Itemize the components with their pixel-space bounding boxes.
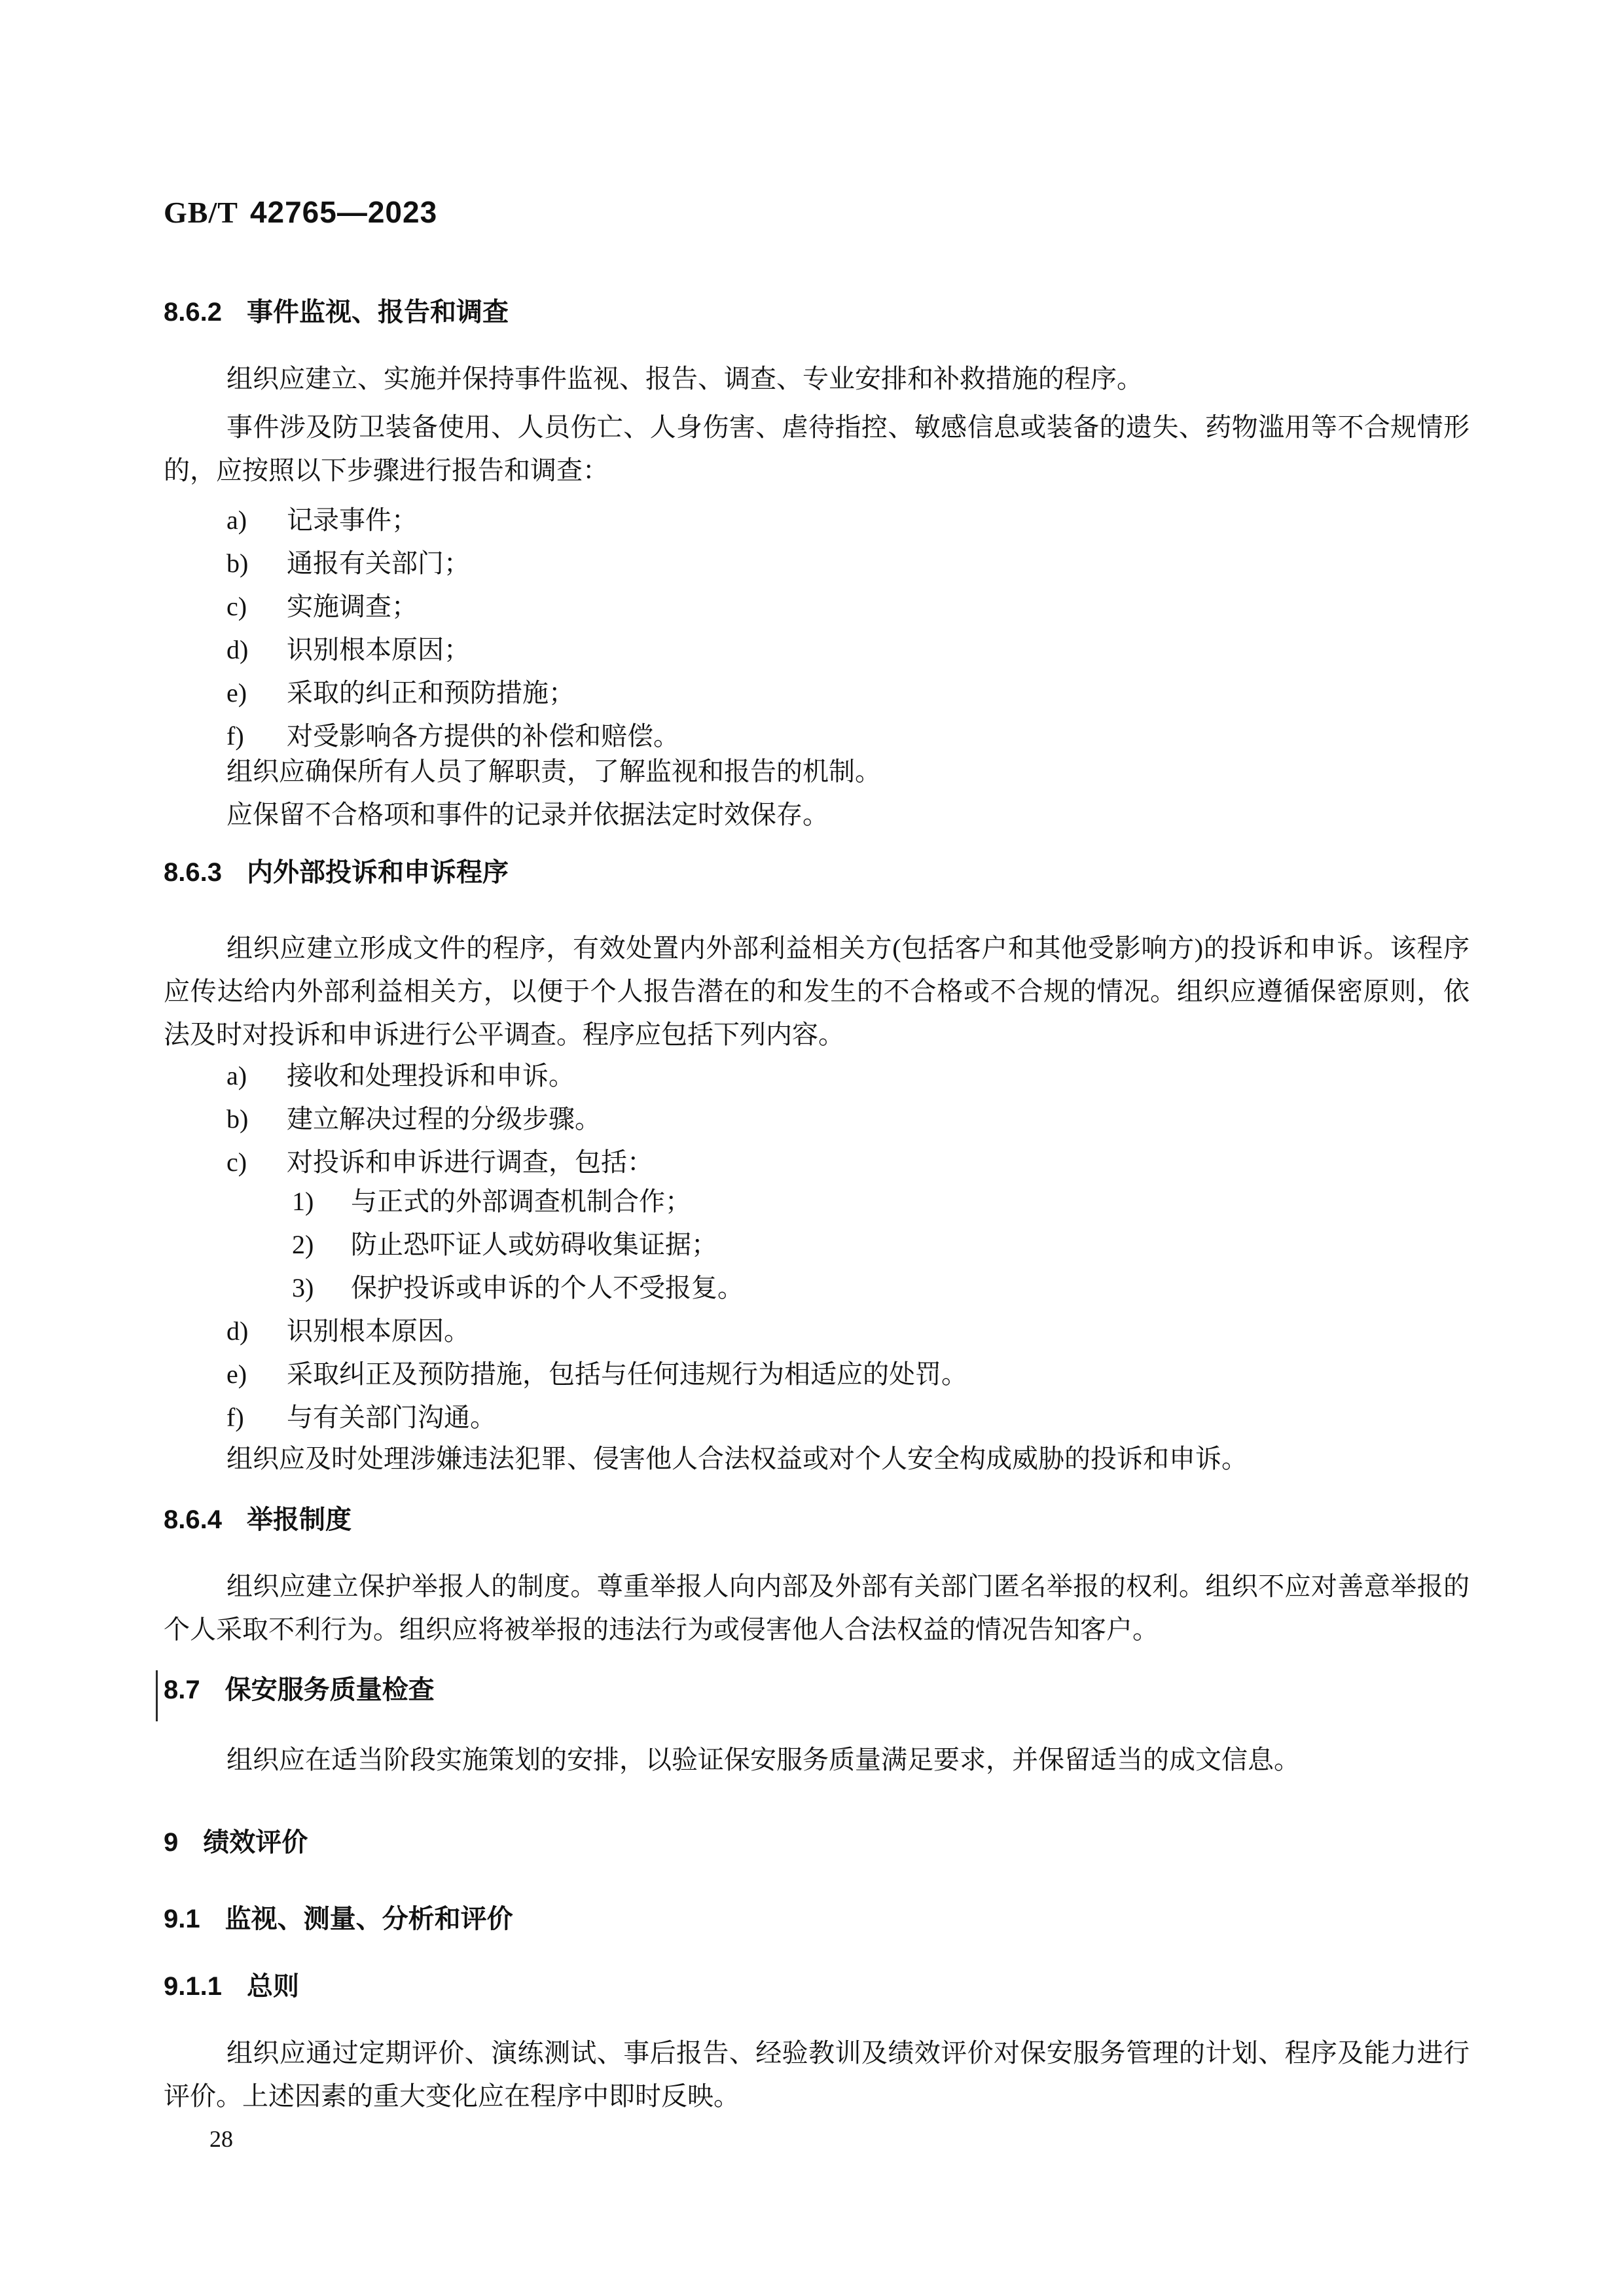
- paragraph: 组织应建立形成文件的程序，有效处置内外部利益相关方(包括客户和其他受影响方)的投诉和申诉。该程序应传达给内外部利益相关方，以便于个人报告潜在的和发生的不合格或不合规的情况。组织应遵循保密原则，依法及时对投诉和申诉进行公平调查。程序应包括下列内容。: [164, 933, 1470, 1049]
- standard-code-number: 42765—2023: [249, 195, 438, 229]
- list-item-label: a): [226, 1061, 247, 1090]
- heading-number: 9.1: [164, 1905, 200, 1933]
- list-subitem: [292, 1266, 1470, 1310]
- list-item-label: e): [226, 1359, 247, 1389]
- heading-title: 总则: [246, 1972, 299, 2001]
- list-item-text: 对投诉和申诉进行调查，包括：: [287, 1147, 653, 1177]
- heading-title: 内外部投诉和申诉程序: [246, 858, 509, 887]
- list-subitem: [292, 1180, 1470, 1223]
- section-heading-9-1: [164, 1903, 1470, 1935]
- heading-number: 8.7: [164, 1676, 200, 1704]
- heading-number: 9: [164, 1828, 179, 1857]
- section-heading-8-6-4: [164, 1504, 1470, 1535]
- nested-ordered-list: [164, 1180, 1470, 1310]
- list-item-text: 通报有关部门；: [287, 548, 470, 578]
- list-item: [226, 628, 1470, 672]
- list-item-text: 保护投诉或申诉的个人不受报复。: [351, 1273, 744, 1302]
- list-item-text: 建立解决过程的分级步骤。: [287, 1104, 601, 1134]
- heading-number: 8.6.3: [164, 858, 222, 887]
- list-item-label: c): [226, 592, 247, 621]
- list-item: [226, 1054, 1470, 1098]
- paragraph: 组织应确保所有人员了解职责，了解监视和报告的机制。: [226, 757, 881, 786]
- list-item-text: 防止恐吓证人或妨碍收集证据；: [351, 1230, 717, 1259]
- list-item-text: 实施调查；: [287, 592, 418, 621]
- heading-number: 8.6.4: [164, 1505, 222, 1534]
- ordered-list: [164, 499, 1470, 758]
- heading-title: 保安服务质量检查: [225, 1676, 435, 1704]
- list-item-label: d): [226, 635, 249, 664]
- list-item-text: 记录事件；: [287, 505, 418, 535]
- list-item: [226, 672, 1470, 715]
- ordered-list: [164, 1310, 1470, 1439]
- list-item: [226, 585, 1470, 628]
- heading-title: 绩效评价: [203, 1828, 308, 1857]
- page-content: [164, 0, 1470, 2155]
- standard-code-header: [164, 196, 1470, 228]
- section-heading-8-6-3: [164, 857, 1470, 888]
- list-item-text: 识别根本原因。: [287, 1316, 470, 1346]
- list-item-text: 与有关部门沟通。: [287, 1403, 496, 1432]
- list-item-label: a): [226, 505, 247, 535]
- list-item-label: b): [226, 1104, 249, 1134]
- paragraph: 组织应建立保护举报人的制度。尊重举报人向内部及外部有关部门匿名举报的权利。组织不应对善意举报的个人采取不利行为。组织应将被举报的违法行为或侵害他人合法权益的情况告知客户。: [164, 1571, 1470, 1644]
- list-item-text: 采取纠正及预防措施，包括与任何违规行为相适应的处罚。: [287, 1359, 967, 1389]
- paragraph: 组织应通过定期评价、演练测试、事后报告、经验教训及绩效评价对保安服务管理的计划、程序及能力进行评价。上述因素的重大变化应在程序中即时反映。: [164, 2038, 1470, 2111]
- list-item: [226, 1310, 1470, 1353]
- heading-number: 8.6.2: [164, 298, 222, 327]
- list-item-label: f): [226, 721, 244, 751]
- list-subitem: [292, 1223, 1470, 1266]
- ordered-list: [164, 1054, 1470, 1184]
- list-item-label: e): [226, 678, 247, 708]
- heading-title: 事件监视、报告和调查: [246, 298, 509, 327]
- list-item-label: c): [226, 1147, 247, 1177]
- section-heading-9-1-1: [164, 1971, 1470, 2002]
- paragraph: 组织应在适当阶段实施策划的安排，以验证保安服务质量满足要求，并保留适当的成文信息。: [226, 1745, 1300, 1774]
- list-item-label: d): [226, 1316, 249, 1346]
- list-item-text: 接收和处理投诉和申诉。: [287, 1061, 575, 1090]
- list-item-label: 3): [292, 1273, 314, 1302]
- section-heading-8-7: [164, 1674, 1470, 1706]
- heading-title: 举报制度: [246, 1505, 352, 1534]
- list-item: [226, 542, 1470, 585]
- list-item-text: 对受影响各方提供的补偿和赔偿。: [287, 721, 679, 751]
- list-item: [226, 499, 1470, 542]
- heading-number: 9.1.1: [164, 1972, 222, 2001]
- paragraph: 组织应建立、实施并保持事件监视、报告、调查、专业安排和补救措施的程序。: [226, 364, 1143, 393]
- section-heading-8-6-2: [164, 296, 1470, 328]
- standard-code-prefix: GB/T: [164, 196, 238, 229]
- list-item-label: 2): [292, 1230, 314, 1259]
- paragraph: 组织应及时处理涉嫌违法犯罪、侵害他人合法权益或对个人安全构成威胁的投诉和申诉。: [226, 1444, 1248, 1473]
- list-item: [226, 1098, 1470, 1141]
- paragraph: 应保留不合格项和事件的记录并依据法定时效保存。: [226, 800, 829, 829]
- list-item: [226, 1396, 1470, 1439]
- page-number: 28: [209, 2126, 233, 2152]
- revision-change-bar: [156, 1670, 158, 1721]
- list-item: [226, 1353, 1470, 1396]
- list-item-label: 1): [292, 1187, 314, 1216]
- section-heading-9: [164, 1827, 1470, 1858]
- paragraph: 事件涉及防卫装备使用、人员伤亡、人身伤害、虐待指控、敏感信息或装备的遗失、药物滥用等不合规情形的，应按照以下步骤进行报告和调查：: [164, 412, 1470, 485]
- heading-title: 监视、测量、分析和评价: [225, 1905, 513, 1933]
- list-item-text: 识别根本原因；: [287, 635, 470, 664]
- list-item-label: f): [226, 1403, 244, 1432]
- list-item-text: 采取的纠正和预防措施；: [287, 678, 575, 708]
- list-item: [226, 1141, 1470, 1184]
- list-item-label: b): [226, 548, 249, 578]
- list-item-text: 与正式的外部调查机制合作；: [351, 1187, 691, 1216]
